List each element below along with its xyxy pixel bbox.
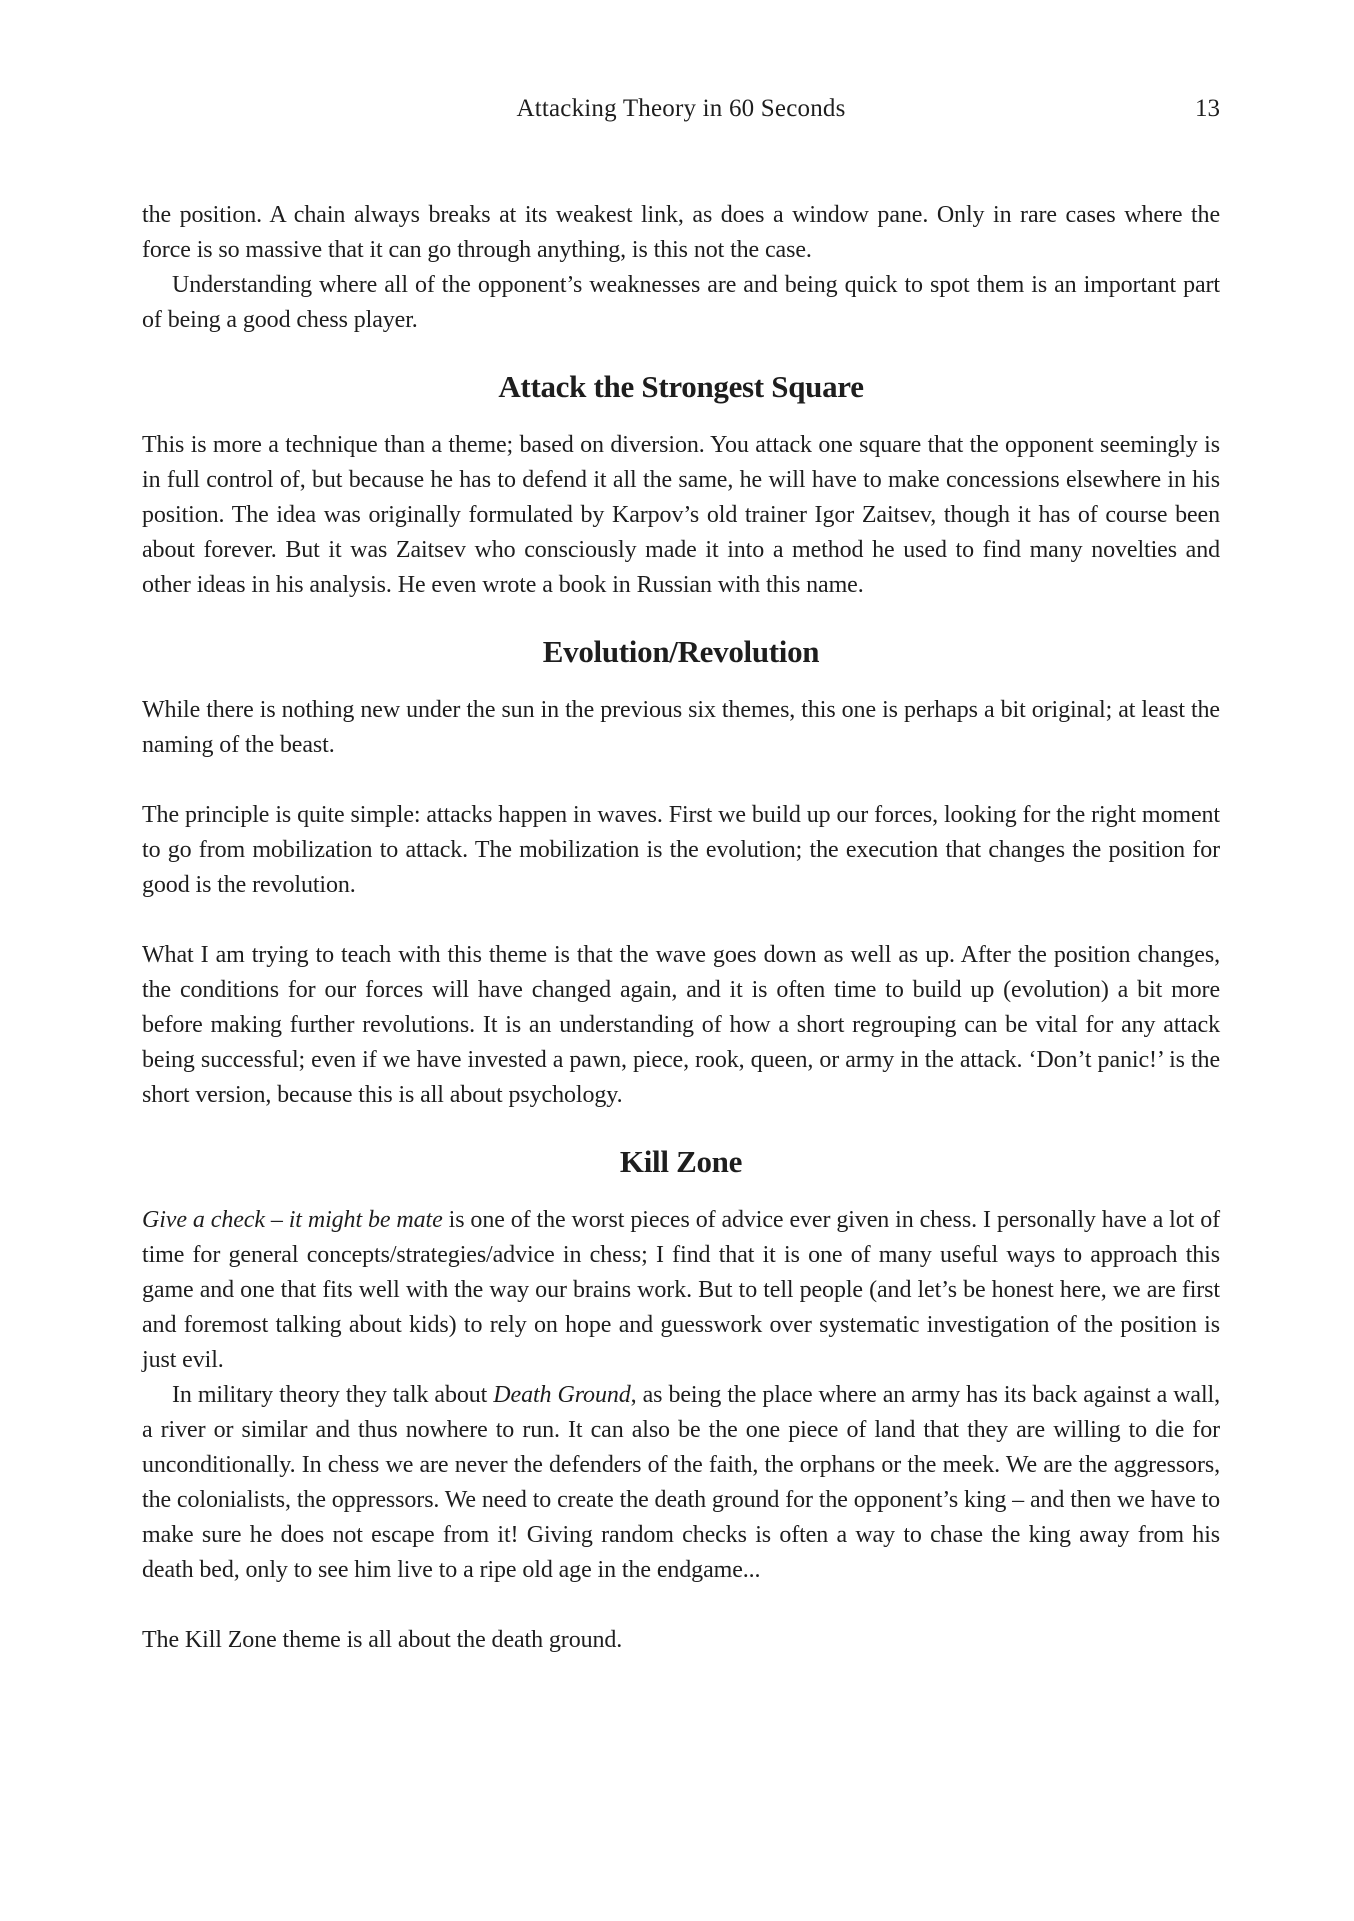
italic-text-segment: Give a check – it might be mate [142, 1207, 443, 1233]
body-paragraph [142, 268, 1220, 338]
body-paragraph [142, 1623, 1220, 1658]
text-segment: Understanding where all of the opponent’s weaknesses are and being quick to spot them is an important part of being a good chess player. [142, 272, 1220, 333]
body-paragraph [142, 198, 1220, 268]
body-paragraph [142, 1378, 1220, 1588]
body-paragraph [142, 798, 1220, 903]
text-segment: In military theory they talk about [172, 1382, 494, 1408]
text-segment: What I am trying to teach with this theme is that the wave goes down as well as up. After the position changes, the conditions for our forces will have changed again, and it is often time to build up (evolution) a bit more before making further revolutions. It is an understanding of how a short regrouping can be vital for any attack being successful; even if we have invested a pawn, piece, rook, queen, or army in the attack. ‘Don’t panic!’ is the short version, because this is all about psychology. [142, 942, 1220, 1108]
section-heading: Attack the Strongest Square [498, 369, 864, 404]
text-segment: This is more a technique than a theme; based on diversion. You attack one square that the opponent seemingly is in full control of, but because he has to defend it all the same, he will have to make concessions elsewhere in his position. The idea was originally formulated by Karpov’s old trainer Igor Zaitsev, though it has of course been about forever. But it was Zaitsev who consciously made it into a method he used to find many novelties and other ideas in his analysis. He even wrote a book in Russian with this name. [142, 432, 1220, 598]
section-heading: Evolution/Revolution [542, 634, 820, 669]
section-heading: Kill Zone [619, 1144, 743, 1179]
text-segment: The principle is quite simple: attacks happen in waves. First we build up our forces, looking for the right moment to go from mobilization to attack. The mobilization is the evolution; the execution that changes the position for good is the revolution. [142, 802, 1220, 898]
body-paragraph [142, 693, 1220, 763]
text-segment: While there is nothing new under the sun in the previous six themes, this one is perhaps a bit original; at least the naming of the beast. [142, 697, 1220, 758]
text-segment: is one of the worst pieces of advice ever given in chess. I personally have a lot of time for general concepts/strategies/advice in chess; I find that it is one of many useful ways to approach this game and one that fits well with the way our brains work. But to tell people (and let’s be honest here, we are first and foremost talking about kids) to rely on hope and guesswork over systematic investigation of the position is just evil. [142, 1207, 1220, 1373]
chapter-title: Attacking Theory in 60 Seconds [516, 95, 846, 122]
text-segment: , as being the place where an army has its back against a wall, a river or similar and thus nowhere to run. It can also be the one piece of land that they are willing to die for unconditionally. In chess we are never the defenders of the faith, the orphans or the meek. We are the aggressors, the colonialists, the oppressors. We need to create the death ground for the opponent’s king – and then we have to make sure he does not escape from it! Giving random checks is often a way to chase the king away from his death bed, only to see him live to a ripe old age in the endgame... [142, 1382, 1221, 1583]
body-paragraph [142, 1203, 1220, 1378]
running-head [142, 92, 1220, 132]
text-segment: the position. A chain always breaks at its weakest link, as does a window pane. Only in rare cases where the force is so massive that it can go through anything, is this not the case. [142, 202, 1220, 263]
italic-text-segment: Death Ground [493, 1382, 631, 1408]
text-segment: The Kill Zone theme is all about the death ground. [142, 1627, 623, 1653]
body-paragraph [142, 428, 1220, 603]
body-paragraph [142, 938, 1220, 1113]
page-number: 13 [1195, 95, 1220, 122]
page-content [142, 198, 1220, 1658]
